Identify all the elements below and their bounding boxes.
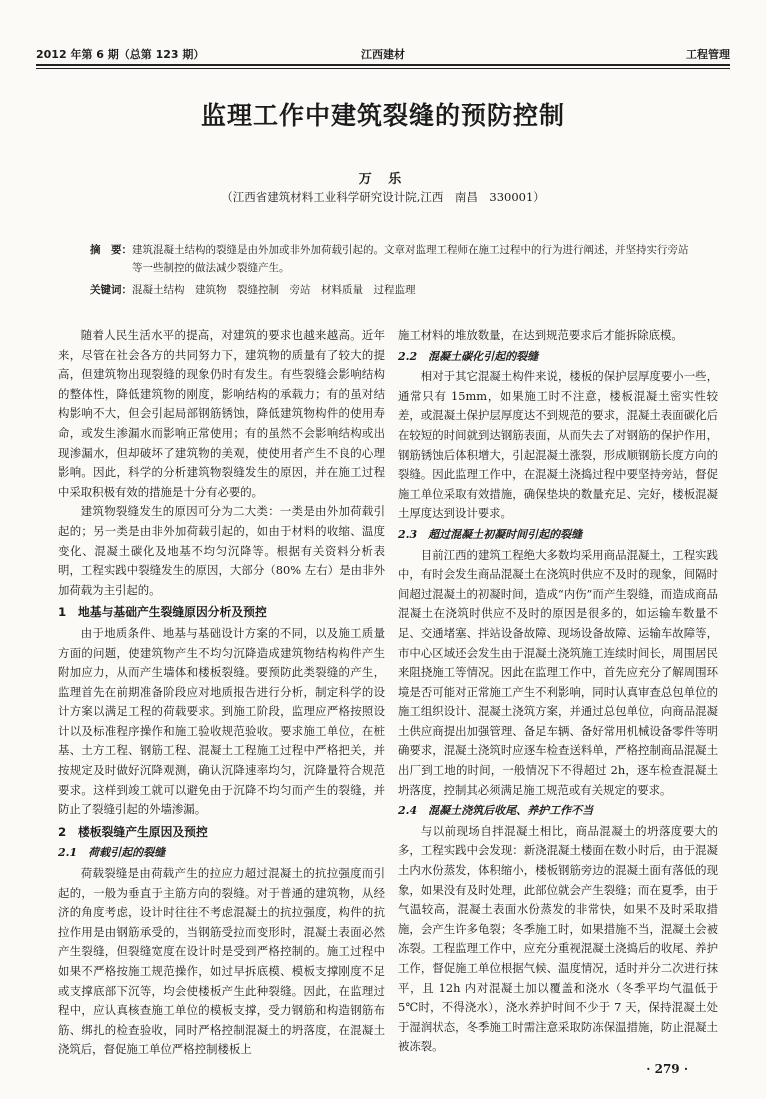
abstract-block <box>90 241 696 299</box>
subsection-heading: 2.1 荷载引起的裂缝 <box>58 846 166 860</box>
paragraph: 荷载裂缝是由荷载产生的拉应力超过混凝土的抗拉强度而引起的，一般为垂直于主筋方向的裂缝。对于普通的建筑物，从经济的角度考虑，设计时往往不考虑混凝土的抗拉强度，构件的抗拉作用是由钢筋承受的，当钢筋受拉而变形时，混凝土表面必然产生裂缝，但裂缝宽度在设计时是受到严格控制的。施工过程中如果不严格按施工规范操作，如过早拆底模、模板支撑刚度不足或支撑底部下沉等，均会使楼板产生此种裂缝。因此，在监理过程中，应认真核查施工单位的模板支撑，受力钢筋和构造钢筋布筋、绑扎的检查验收，同时严格控制混凝土的坍落度，在混凝土浇筑后，督促施工单位严格控制楼板上 <box>58 866 385 1057</box>
page-number: · 279 · <box>646 1062 688 1076</box>
paragraph: 目前江西的建筑工程绝大多数均采用商品混凝土，工程实践中，有时会发生商品混凝土在浇筑时供应不及时的现象，间隔时间超过混凝土的初凝时间，造成“内伤”而产生裂缝，而造成商品混凝土在浇筑时供应不及时的原因是很多的，如运输车数量不足、交通堵塞、拌站设备故障、现场设备故障、运输车故障等，市中心区域还会发生由于混凝土浇筑施工连续时间长，周围居民来阻挠施工等情况。因此在监理工作中，首先应充分了解周围环境是否可能对正常施工产生不利影响，同时认真审查总包单位的施工组织设计、混凝土浇筑方案，并通过总包单位，向商品混凝土供应商提出加强管理、备足车辆、备好常用机械设备零件等明确要求，混凝土浇筑时应逐车检查送料单，严格控制商品混凝土出厂到工地的时间，一般情况下不得超过 2h，逐车检查混凝土坍落度，控制其必须满足施工规范或有关规定的要求。 <box>398 547 718 797</box>
subsection-heading: 2.3 超过混凝土初凝时间引起的裂缝 <box>398 527 583 541</box>
right-column <box>398 326 718 1057</box>
paragraph: 施工材料的堆放数量，在达到规范要求后才能拆除底模。 <box>398 328 683 342</box>
paragraph: 建筑物裂缝发生的原因可分为二大类：一类是由外加荷载引起的；另一类是由非外加荷载引起的，如由于材料的收缩、温度变化、混凝土碳化及地基不均匀沉降等。根据有关资料分析表明，工程实践中裂缝发生的原因，大部分（80% 左右）是由非外加荷载为主引起的。 <box>58 504 385 597</box>
paragraph: 相对于其它混凝土构件来说，楼板的保护层厚度要小一些，通常只有 15mm，如果施工时不注意，楼板混凝土密实性较差，或混凝土保护层厚度达不到规范的要求，混凝土表面碳化后在较短的时间就到达钢筋表面，从而失去了对钢筋的保护作用，钢筋锈蚀后体积增大，引起混凝土涨裂，形成顺钢筋长度方向的裂缝。因此监理工作中，在混凝土浇捣过程中要坚持旁站，督促施工单位采取有效措施，确保垫块的数量充足、完好，楼板混凝土厚度达到设计要求。 <box>398 369 718 521</box>
paragraph: 与以前现场自拌混凝土相比，商品混凝土的坍落度要大的多，工程实践中会发现：新浇混凝土楼面在数小时后，由于混凝土内水份蒸发，体积缩小，楼板钢筋旁边的混凝土面有落低的现象，如果没有及时处理，此部位就会产生裂缝；而在夏季，由于气温较高，混凝土表面水份蒸发的非常快，如果不及时采取措施，会产生许多龟裂；冬季施工时，如果措施不当，混凝土会被冻裂。工程监理工作中，应充分重视混凝土浇捣后的收尾、养护工作，督促施工单位根据气候、温度情况，适时并分二次进行抹平，且 12h 内对混凝土加以覆盖和浇水（冬季平均气温低于 5℃时，不得浇水），浇水养护时间不少于 7 天，保持混凝土处于湿润状态，冬季施工时需注意采取防冻保温措施，防止混凝土被冻裂。 <box>398 823 718 1054</box>
section-heading: 1 地基与基础产生裂缝原因分析及预控 <box>58 605 267 620</box>
author-affiliation: （江西省建筑材料工业科学研究设计院,江西 南昌 330001） <box>221 190 545 204</box>
abstract-text: 建筑混凝土结构的裂缝是由外加或非外加荷载引起的。文章对监理工程师在施工过程中的行为进行阐述，并坚持实行旁站等一些制控的做法减少裂缝产生。 <box>132 244 689 274</box>
running-header <box>36 46 730 66</box>
subsection-heading: 2.4 混凝土浇筑后收尾、养护工作不当 <box>398 804 594 818</box>
paragraph: 由于地质条件、地基与基础设计方案的不同，以及施工质量方面的问题，使建筑物产生不均匀沉降造成建筑物结构构件产生附加应力，从而产生墙体和楼板裂缝。要预防此类裂缝的产生，监理首先在前期准备阶段应对地质报告进行分析，制定科学的设计方案以满足工程的荷载要求。到施工阶段，监理应严格按照设计以及标准程序操作和施工验收规范验收。要求施工单位，在桩基、土方工程、钢筋工程、混凝土工程施工过程中严格把关，并按规定及时做好沉降观测，确认沉降速率均匀，沉降量符合规范要求。这样到竣工就可以避免由于沉降不均匀而产生的裂缝，并防止了裂缝引起的外墙渗漏。 <box>58 625 385 817</box>
journal-name: 江西建材 <box>361 48 405 61</box>
issue-info: 2012 年第 6 期（总第 123 期） <box>36 48 205 61</box>
keywords-label: 关键词： <box>90 284 132 296</box>
abstract-label: 摘 要： <box>90 244 132 256</box>
left-column <box>58 326 385 1060</box>
author-name: 万 乐 <box>358 172 408 187</box>
subsection-heading: 2.2 混凝土碳化引起的裂缝 <box>398 349 539 363</box>
keywords-text: 混凝土结构 建筑物 裂缝控制 旁站 材料质量 过程监理 <box>132 284 416 296</box>
paper-title: 监理工作中建筑裂缝的预防控制 <box>200 101 565 130</box>
section-heading: 2 楼板裂缝产生原因及预控 <box>58 824 208 839</box>
header-rule <box>36 68 730 69</box>
section-name: 工程管理 <box>686 48 730 61</box>
paragraph: 随着人民生活水平的提高，对建筑的要求也越来越高。近年来，尽管在社会各方的共同努力下，建筑物的质量有了较大的提高，但建筑物出现裂缝的现象仍时有发生。有些裂缝会影响结构的整体性，降低建筑物的刚度，影响结构的承载力；有的虽对结构影响不大，但会引起局部钢筋锈蚀，降低建筑物构件的使用寿命，或发生渗漏水而影响正常使用；有的虽然不会影响结构或出现渗漏水，但却破坏了建筑物的美观，使使用者产生不良的心理影响。因此，科学的分析建筑物裂缝发生的原因，并在施工过程中采取积极有效的措施是十分有必要的。 <box>58 328 385 499</box>
